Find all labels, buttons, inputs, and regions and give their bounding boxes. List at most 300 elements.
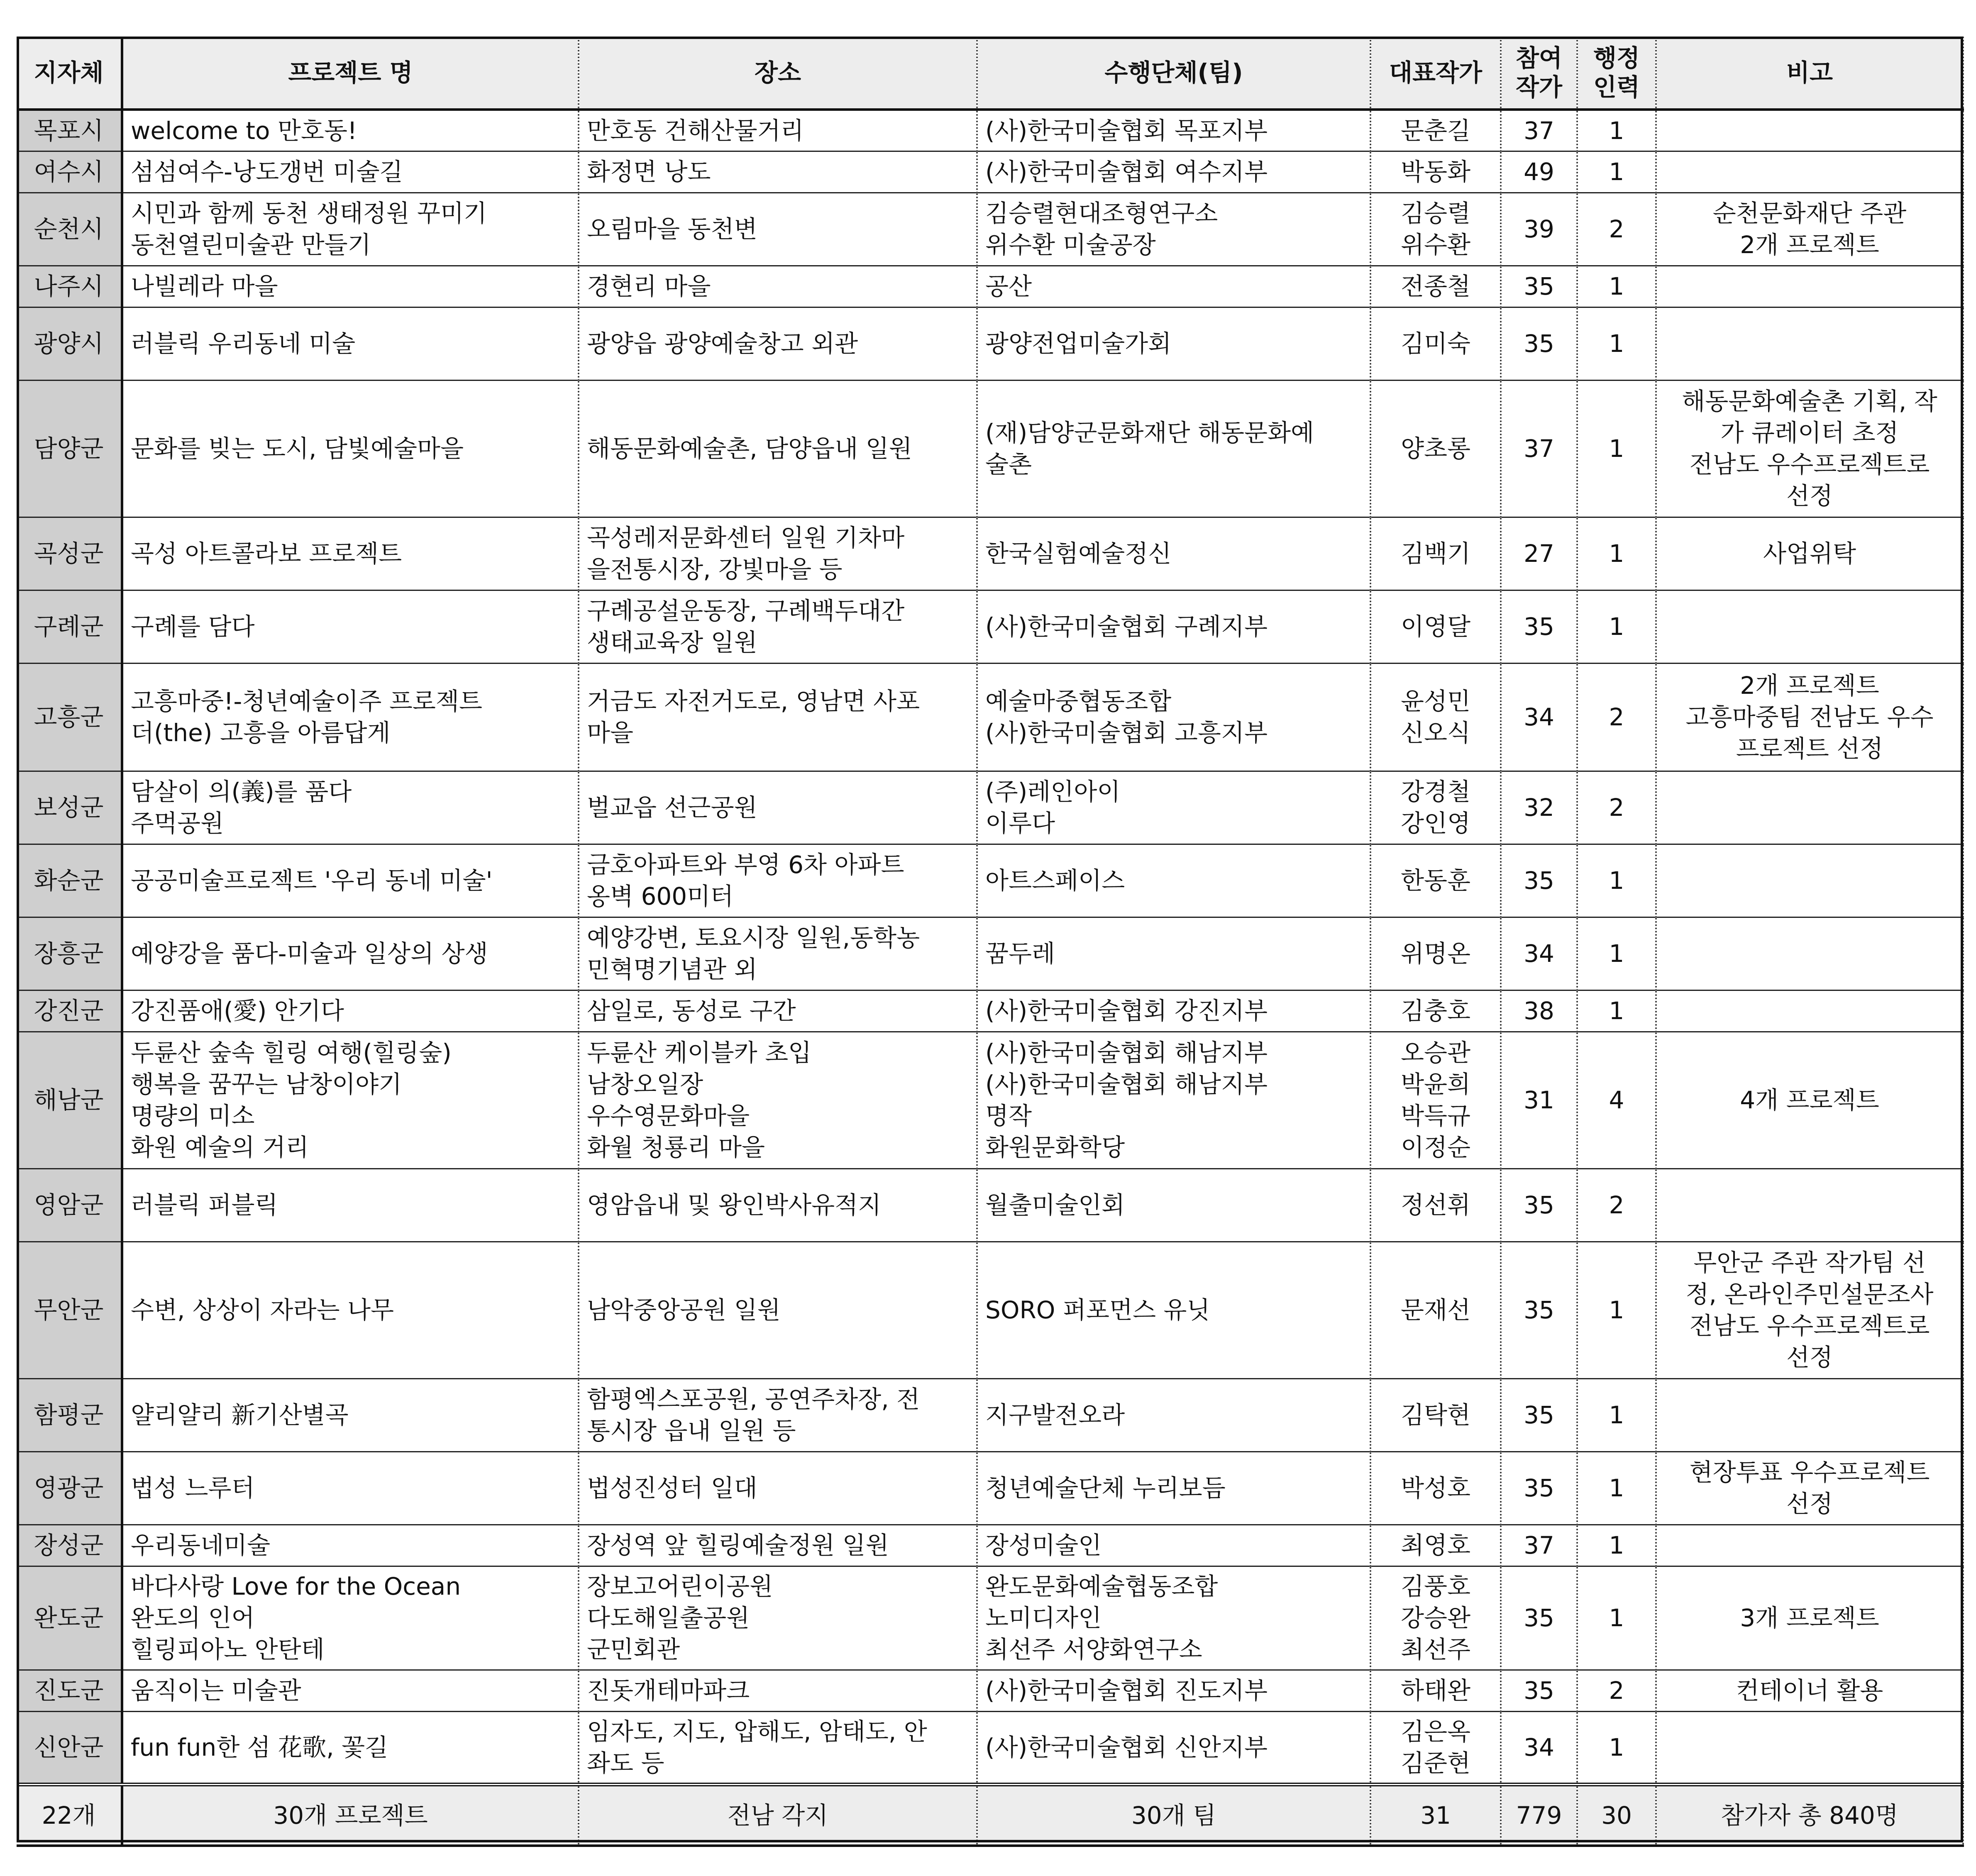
- place-line: 장성역 앞 힐링예술정원 일원: [587, 1531, 889, 1559]
- total-region: 22개: [17, 1784, 122, 1846]
- table-row: [17, 844, 1963, 917]
- table-row: [17, 663, 1963, 771]
- artist-line: 강승완: [1400, 1604, 1471, 1632]
- project-cell: [122, 193, 579, 266]
- participants-cell: 27: [1501, 517, 1577, 590]
- artist-line: 전종철: [1400, 272, 1471, 300]
- region-cell: 화순군: [17, 844, 122, 917]
- artist-line: 윤성민: [1400, 687, 1471, 715]
- team-cell: [977, 590, 1370, 663]
- place-cell: [579, 1525, 977, 1566]
- admin-cell: 1: [1577, 307, 1656, 380]
- project-cell: [122, 1452, 579, 1525]
- note-cell: [1656, 151, 1963, 193]
- table-row: [17, 917, 1963, 990]
- total-place: 전남 각지: [579, 1784, 977, 1846]
- artist-line: 위명온: [1400, 939, 1471, 968]
- admin-cell: 1: [1577, 590, 1656, 663]
- note-line: 2개 프로젝트: [1740, 671, 1879, 700]
- admin-cell: 1: [1577, 1378, 1656, 1452]
- team-line: 김승렬현대조형연구소: [985, 199, 1218, 227]
- region-cell: 장흥군: [17, 917, 122, 990]
- region-cell: 장성군: [17, 1525, 122, 1566]
- participants-cell: 35: [1501, 1169, 1577, 1242]
- note-line: 사업위탁: [1763, 539, 1856, 568]
- team-line: 월출미술인회: [985, 1191, 1125, 1219]
- project-line: 공공미술프로젝트 '우리 동네 미술': [131, 866, 493, 895]
- project-line: 수변, 상상이 자라는 나무: [131, 1296, 394, 1324]
- header-region: 지자체: [17, 37, 122, 110]
- note-line: 순천문화재단 주관: [1712, 199, 1907, 227]
- artist-line: 박성호: [1400, 1474, 1471, 1502]
- place-line: 함평엑스포공원, 공연주차장, 전: [587, 1385, 920, 1413]
- team-cell: [977, 1378, 1370, 1452]
- note-cell: [1656, 663, 1963, 771]
- participants-cell: 49: [1501, 151, 1577, 193]
- team-line: 아트스페이스: [985, 866, 1125, 895]
- region-cell: 광양시: [17, 307, 122, 380]
- note-line: 무안군 주관 작가팀 선: [1693, 1249, 1926, 1277]
- note-cell: [1656, 1378, 1963, 1452]
- artist-line: 강인영: [1400, 809, 1471, 837]
- region-cell: 고흥군: [17, 663, 122, 771]
- artist-cell: [1370, 1452, 1501, 1525]
- project-cell: [122, 307, 579, 380]
- total-admin: 30: [1577, 1784, 1656, 1846]
- note-cell: [1656, 1452, 1963, 1525]
- team-line: 한국실험예술정신: [985, 539, 1172, 568]
- project-cell: [122, 110, 579, 151]
- place-cell: [579, 517, 977, 590]
- region-cell: 담양군: [17, 380, 122, 517]
- project-cell: [122, 1169, 579, 1242]
- note-line: 고흥마중팀 전남도 우수: [1685, 703, 1934, 731]
- place-line: 좌도 등: [587, 1749, 664, 1777]
- project-cell: [122, 266, 579, 307]
- project-line: 강진품애(愛) 안기다: [131, 997, 344, 1025]
- place-cell: [579, 1566, 977, 1670]
- artist-cell: [1370, 266, 1501, 307]
- note-line: 가 큐레이터 초정: [1720, 419, 1899, 447]
- table-row: [17, 307, 1963, 380]
- table-row: [17, 1711, 1963, 1784]
- total-participants: 779: [1501, 1784, 1577, 1846]
- header-place: 장소: [579, 37, 977, 110]
- table-row: [17, 110, 1963, 151]
- header-admin-line: 인력: [1593, 73, 1640, 101]
- artist-line: 박윤희: [1400, 1070, 1471, 1098]
- place-cell: [579, 151, 977, 193]
- artist-cell: [1370, 990, 1501, 1032]
- place-line: 남창오일장: [587, 1070, 703, 1098]
- table-row: [17, 151, 1963, 193]
- place-cell: [579, 307, 977, 380]
- artist-line: 하태완: [1400, 1676, 1471, 1705]
- artist-line: 강경철: [1400, 778, 1471, 806]
- artist-cell: [1370, 151, 1501, 193]
- place-cell: [579, 590, 977, 663]
- project-line: 바다사랑 Love for the Ocean: [131, 1572, 461, 1600]
- header-participants: [1501, 37, 1577, 110]
- place-cell: [579, 380, 977, 517]
- team-cell: [977, 990, 1370, 1032]
- note-line: 컨테이너 활용: [1736, 1676, 1883, 1705]
- note-cell: [1656, 844, 1963, 917]
- note-cell: [1656, 1242, 1963, 1378]
- note-cell: [1656, 1566, 1963, 1670]
- participants-cell: 35: [1501, 590, 1577, 663]
- participants-cell: 31: [1501, 1032, 1577, 1169]
- team-line: 완도문화예술협동조합: [985, 1572, 1218, 1600]
- header-artist: 대표작가: [1370, 37, 1501, 110]
- table-row: [17, 266, 1963, 307]
- table-body: [17, 110, 1963, 1784]
- team-cell: [977, 193, 1370, 266]
- table-row: [17, 1378, 1963, 1452]
- place-line: 두륜산 케이블카 초입: [587, 1039, 812, 1067]
- project-cell: [122, 990, 579, 1032]
- project-line: 더(the) 고흥을 아름답게: [131, 719, 391, 747]
- place-line: 장보고어린이공원: [587, 1572, 773, 1600]
- artist-cell: [1370, 1378, 1501, 1452]
- region-cell: 구례군: [17, 590, 122, 663]
- artist-line: 양초롱: [1400, 434, 1471, 463]
- region-cell: 영광군: [17, 1452, 122, 1525]
- place-line: 금호아파트와 부영 6차 아파트: [587, 851, 904, 879]
- artist-cell: [1370, 1711, 1501, 1784]
- note-cell: [1656, 110, 1963, 151]
- artist-line: 최영호: [1400, 1531, 1471, 1559]
- team-line: 청년예술단체 누리보듬: [985, 1474, 1226, 1502]
- region-cell: 강진군: [17, 990, 122, 1032]
- place-line: 진돗개테마파크: [587, 1676, 750, 1705]
- participants-cell: 37: [1501, 1525, 1577, 1566]
- artist-cell: [1370, 1525, 1501, 1566]
- project-line: 담살이 의(義)를 품다: [131, 778, 352, 806]
- team-cell: [977, 1566, 1370, 1670]
- team-line: 위수환 미술공장: [985, 231, 1156, 259]
- note-line: 현장투표 우수프로젝트: [1689, 1458, 1930, 1486]
- artist-line: 김은옥: [1400, 1717, 1471, 1746]
- admin-cell: 1: [1577, 990, 1656, 1032]
- table-row: [17, 1242, 1963, 1378]
- place-line: 다도해일출공원: [587, 1604, 750, 1632]
- note-line: 선정: [1786, 1343, 1833, 1371]
- place-cell: [579, 1378, 977, 1452]
- region-cell: 진도군: [17, 1670, 122, 1711]
- artist-line: 문춘길: [1400, 116, 1471, 145]
- table-row: [17, 1032, 1963, 1169]
- artist-cell: [1370, 663, 1501, 771]
- team-cell: [977, 1525, 1370, 1566]
- note-line: 2개 프로젝트: [1740, 231, 1879, 259]
- table-row: [17, 1169, 1963, 1242]
- team-cell: [977, 151, 1370, 193]
- artist-line: 최선주: [1400, 1635, 1471, 1664]
- place-line: 만호동 건해산물거리: [587, 116, 804, 145]
- region-cell: 신안군: [17, 1711, 122, 1784]
- place-cell: [579, 110, 977, 151]
- place-line: 옹벽 600미터: [587, 882, 734, 910]
- place-line: 오림마을 동천변: [587, 215, 757, 243]
- team-line: (사)한국미술협회 여수지부: [985, 158, 1268, 186]
- region-cell: 완도군: [17, 1566, 122, 1670]
- note-cell: [1656, 990, 1963, 1032]
- place-line: 화정면 낭도: [587, 158, 711, 186]
- team-line: (사)한국미술협회 강진지부: [985, 997, 1268, 1025]
- total-project: 30개 프로젝트: [122, 1784, 579, 1846]
- artist-cell: [1370, 771, 1501, 844]
- participants-cell: 32: [1501, 771, 1577, 844]
- project-cell: [122, 517, 579, 590]
- admin-cell: 1: [1577, 110, 1656, 151]
- project-line: 우리동네미술: [131, 1531, 271, 1559]
- participants-cell: 35: [1501, 844, 1577, 917]
- project-line: 명량의 미소: [131, 1102, 255, 1130]
- project-line: 고흥마중!-청년예술이주 프로젝트: [131, 687, 483, 715]
- admin-cell: 1: [1577, 266, 1656, 307]
- participants-cell: 37: [1501, 380, 1577, 517]
- project-cell: [122, 1378, 579, 1452]
- place-line: 거금도 자전거도로, 영남면 사포: [587, 687, 920, 715]
- region-cell: 곡성군: [17, 517, 122, 590]
- participants-cell: 35: [1501, 266, 1577, 307]
- project-cell: [122, 1711, 579, 1784]
- project-cell: [122, 771, 579, 844]
- region-cell: 영암군: [17, 1169, 122, 1242]
- header-admin: [1577, 37, 1656, 110]
- team-line: (주)레인아이: [985, 778, 1121, 806]
- place-cell: [579, 1670, 977, 1711]
- team-line: (사)한국미술협회 해남지부: [985, 1070, 1268, 1098]
- team-cell: [977, 1242, 1370, 1378]
- admin-cell: 1: [1577, 151, 1656, 193]
- artist-cell: [1370, 1169, 1501, 1242]
- region-cell: 나주시: [17, 266, 122, 307]
- project-line: 힐링피아노 안탄테: [131, 1635, 325, 1664]
- team-line: 최선주 서양화연구소: [985, 1635, 1202, 1664]
- total-note: 참가자 총 840명: [1656, 1784, 1963, 1846]
- note-line: 4개 프로젝트: [1740, 1086, 1879, 1114]
- header-team: 수행단체(팀): [977, 37, 1370, 110]
- project-cell: [122, 380, 579, 517]
- note-line: 선정: [1786, 1490, 1833, 1518]
- note-line: 전남도 우수프로젝트로: [1689, 450, 1930, 478]
- admin-cell: 1: [1577, 380, 1656, 517]
- project-cell: [122, 151, 579, 193]
- project-line: 주먹공원: [131, 809, 224, 837]
- place-line: 벌교읍 선근공원: [587, 793, 757, 822]
- admin-cell: 2: [1577, 1670, 1656, 1711]
- place-line: 예양강변, 토요시장 일원,동학농: [587, 924, 920, 952]
- table-row: [17, 517, 1963, 590]
- note-line: 3개 프로젝트: [1740, 1604, 1879, 1632]
- note-cell: [1656, 917, 1963, 990]
- place-cell: [579, 844, 977, 917]
- team-line: 화원문화학당: [985, 1133, 1125, 1161]
- participants-cell: 37: [1501, 110, 1577, 151]
- place-cell: [579, 990, 977, 1032]
- header-note: 비고: [1656, 37, 1963, 110]
- artist-cell: [1370, 590, 1501, 663]
- admin-cell: 1: [1577, 517, 1656, 590]
- project-line: 곡성 아트콜라보 프로젝트: [131, 539, 402, 568]
- place-line: 생태교육장 일원: [587, 628, 757, 656]
- project-cell: [122, 1242, 579, 1378]
- note-cell: [1656, 517, 1963, 590]
- team-line: 장성미술인: [985, 1531, 1102, 1559]
- team-line: 광양전업미술가회: [985, 329, 1172, 358]
- artist-cell: [1370, 1670, 1501, 1711]
- team-cell: [977, 110, 1370, 151]
- table-row: [17, 193, 1963, 266]
- artist-line: 김탁현: [1400, 1401, 1471, 1429]
- admin-cell: 1: [1577, 1711, 1656, 1784]
- table-row: [17, 1525, 1963, 1566]
- team-cell: [977, 1670, 1370, 1711]
- project-cell: [122, 1670, 579, 1711]
- place-cell: [579, 193, 977, 266]
- artist-line: 신오식: [1400, 719, 1471, 747]
- artist-cell: [1370, 1242, 1501, 1378]
- region-cell: 보성군: [17, 771, 122, 844]
- place-line: 마을: [587, 719, 634, 747]
- project-line: 두륜산 숲속 힐링 여행(힐링숲): [131, 1039, 452, 1067]
- artist-cell: [1370, 917, 1501, 990]
- project-line: 화원 예술의 거리: [131, 1133, 309, 1161]
- team-cell: [977, 663, 1370, 771]
- place-line: 곡성레저문화센터 일원 기차마: [587, 524, 905, 552]
- artist-cell: [1370, 307, 1501, 380]
- team-line: 공산: [985, 272, 1032, 300]
- header-participants-line: 작가: [1515, 73, 1563, 101]
- project-cell: [122, 917, 579, 990]
- project-line: 구례를 담다: [131, 612, 255, 641]
- participants-cell: 38: [1501, 990, 1577, 1032]
- admin-cell: 2: [1577, 1169, 1656, 1242]
- region-cell: 해남군: [17, 1032, 122, 1169]
- place-line: 삼일로, 동성로 구간: [587, 997, 796, 1025]
- place-line: 임자도, 지도, 압해도, 암태도, 안: [587, 1717, 927, 1746]
- artist-line: 김백기: [1400, 539, 1471, 568]
- participants-cell: 35: [1501, 1378, 1577, 1452]
- artist-line: 김준현: [1400, 1749, 1471, 1777]
- admin-cell: 1: [1577, 917, 1656, 990]
- place-line: 남악중앙공원 일원: [587, 1296, 781, 1324]
- note-cell: [1656, 1711, 1963, 1784]
- region-cell: 여수시: [17, 151, 122, 193]
- team-cell: [977, 1169, 1370, 1242]
- participants-cell: 34: [1501, 917, 1577, 990]
- team-cell: [977, 844, 1370, 917]
- note-cell: [1656, 380, 1963, 517]
- artist-cell: [1370, 1566, 1501, 1670]
- note-cell: [1656, 1032, 1963, 1169]
- artist-line: 오승관: [1400, 1039, 1471, 1067]
- artist-line: 김충호: [1400, 997, 1471, 1025]
- artist-line: 박동화: [1400, 158, 1471, 186]
- team-cell: [977, 917, 1370, 990]
- place-line: 광양읍 광양예술창고 외관: [587, 329, 858, 358]
- artist-line: 김승렬: [1400, 199, 1471, 227]
- place-line: 민혁명기념관 외: [587, 955, 757, 983]
- admin-cell: 4: [1577, 1032, 1656, 1169]
- artist-cell: [1370, 1032, 1501, 1169]
- header-participants-line: 참여: [1515, 44, 1563, 72]
- place-cell: [579, 1242, 977, 1378]
- team-cell: [977, 1032, 1370, 1169]
- team-cell: [977, 517, 1370, 590]
- note-line: 전남도 우수프로젝트로: [1689, 1312, 1930, 1340]
- note-line: 해동문화예술촌 기획, 작: [1682, 387, 1937, 415]
- artist-line: 박득규: [1400, 1102, 1471, 1130]
- participants-cell: 35: [1501, 1566, 1577, 1670]
- admin-cell: 2: [1577, 193, 1656, 266]
- participants-cell: 34: [1501, 663, 1577, 771]
- participants-cell: 35: [1501, 1242, 1577, 1378]
- note-cell: [1656, 266, 1963, 307]
- artist-line: 김미숙: [1400, 329, 1471, 358]
- artist-cell: [1370, 110, 1501, 151]
- place-cell: [579, 266, 977, 307]
- team-line: 명작: [985, 1102, 1032, 1130]
- table-row: [17, 990, 1963, 1032]
- note-cell: [1656, 1670, 1963, 1711]
- team-line: (사)한국미술협회 해남지부: [985, 1039, 1268, 1067]
- project-line: 문화를 빚는 도시, 담빛예술마을: [131, 434, 464, 463]
- artist-line: 김풍호: [1400, 1572, 1471, 1600]
- project-line: 시민과 함께 동천 생태정원 꾸미기: [131, 199, 487, 227]
- team-line: 예술마중협동조합: [985, 687, 1172, 715]
- note-cell: [1656, 193, 1963, 266]
- place-line: 군민회관: [587, 1635, 680, 1664]
- team-line: (사)한국미술협회 구례지부: [985, 612, 1268, 641]
- table-row: [17, 1670, 1963, 1711]
- note-cell: [1656, 1169, 1963, 1242]
- artist-line: 정선휘: [1400, 1191, 1471, 1219]
- region-cell: 함평군: [17, 1378, 122, 1452]
- table-row: [17, 1452, 1963, 1525]
- header-project: 프로젝트 명: [122, 37, 579, 110]
- place-cell: [579, 1711, 977, 1784]
- project-line: 러블릭 퍼블릭: [131, 1191, 278, 1219]
- artist-line: 한동훈: [1400, 866, 1471, 895]
- participants-cell: 35: [1501, 307, 1577, 380]
- project-cell: [122, 844, 579, 917]
- table-footer: [17, 1784, 1963, 1846]
- note-cell: [1656, 307, 1963, 380]
- project-line: 예양강을 품다-미술과 일상의 상생: [131, 939, 488, 968]
- team-line: (사)한국미술협회 진도지부: [985, 1676, 1268, 1705]
- artist-cell: [1370, 193, 1501, 266]
- admin-cell: 2: [1577, 663, 1656, 771]
- team-cell: [977, 771, 1370, 844]
- note-cell: [1656, 590, 1963, 663]
- admin-cell: 1: [1577, 1242, 1656, 1378]
- team-line: (사)한국미술협회 목포지부: [985, 116, 1268, 145]
- artist-cell: [1370, 844, 1501, 917]
- total-artist: 31: [1370, 1784, 1501, 1846]
- table-row: [17, 590, 1963, 663]
- place-line: 경현리 마을: [587, 272, 711, 300]
- team-line: 지구발전오라: [985, 1401, 1125, 1429]
- project-line: 법성 느루터: [131, 1474, 255, 1502]
- team-cell: [977, 307, 1370, 380]
- team-line: (사)한국미술협회 고흥지부: [985, 719, 1268, 747]
- project-line: 동천열린미술관 만들기: [131, 231, 371, 259]
- project-cell: [122, 1525, 579, 1566]
- place-cell: [579, 917, 977, 990]
